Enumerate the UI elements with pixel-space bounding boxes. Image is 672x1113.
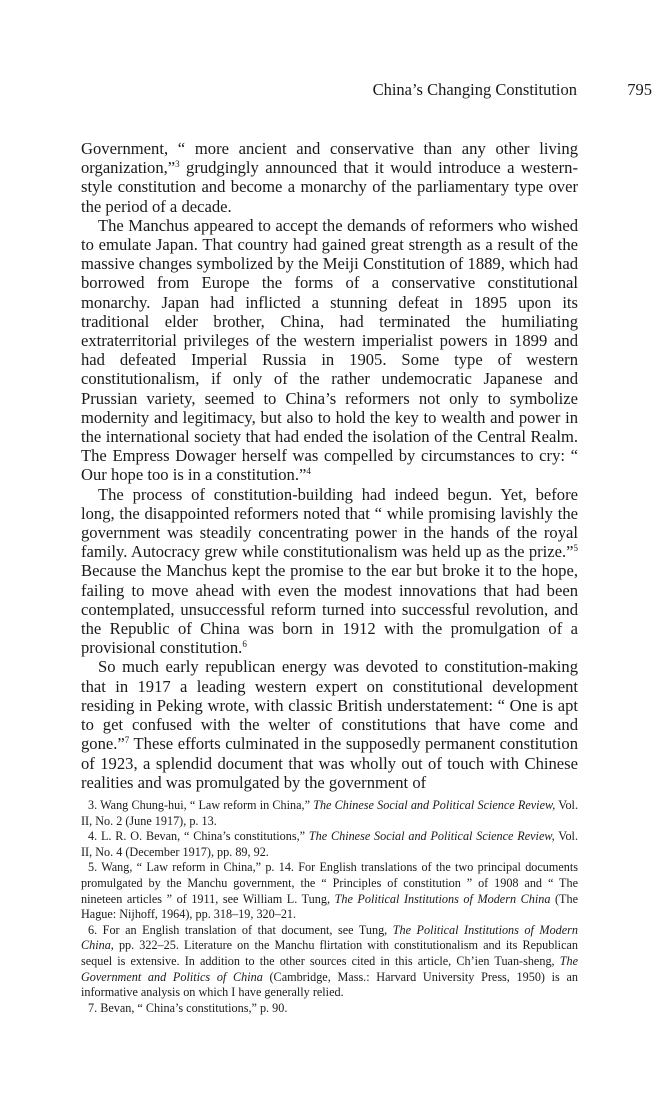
paragraph [81,657,578,791]
paragraph-text: Because the Manchus kept the promise to the ear but broke it to the hope, failing to move ahead with even the modest innovations that had been contemplated, unsuccessful reform turned into successful revolution, and the Republic of China was born in 1912 with the promulgation of a provisional constitution. [81,561,578,658]
paragraph-text: The Manchus appeared to accept the demands of reformers who wished to emulate Japan. That country had gained great strength as a result of the massive changes symbolized by the Meiji Constitution of 1889, which had borrowed from Europe the forms of a conservative constitutional monarchy. Japan had inflicted a stunning defeat in 1895 upon its traditional elder brother, China, had terminated the humiliating extraterritorial privileges of the western imperialist powers in 1899 and had defeated Imperial Russia in 1905. Some type of western constitutionalism, if only of the rather undemocratic Japanese and Prussian variety, seemed to China’s reformers not only to symbolize modernity and legitimacy, but also to hold the key to wealth and power in the international society that had ended the isolation of the Central Realm. The Empress Dowager herself was compelled by circumstances to cry: “ Our hope too is in a constitution.” [81,215,578,485]
paragraph [81,139,578,216]
paragraph-text: Government, “ more ancient and conservative than any other living organization,” [81,139,578,178]
footnote-ref: 3 [175,159,180,170]
footnote-text: Vol. II, No. 4 (December 1917), pp. 89, 92. [81,829,578,859]
footnote-number: 5. [88,860,98,875]
footnote-number: 7. [88,1000,98,1015]
page-number: 795 [627,80,652,99]
footnote-text: For an English translation of that document, see Tung, [102,922,393,937]
paragraph [81,216,578,485]
footnote-text: (Cambridge, Mass.: Harvard University Press, 1950) is an informative analysis on which I have generally relied. [81,969,578,1000]
footnote-text: Wang, “ Law reform in China,” p. 14. For English translations of the two principal documents promulgated by the Manchu government, the “ Principles of constitution ” of 1908 and “ The nineteen articles ” of 1911, see William L. Tung, [81,860,578,906]
footnote-title: The Government and Politics of China [81,953,578,984]
footnotes [81,798,578,1016]
paragraph-text: grudgingly announced that it would introduce a western-style constitution and become a monarchy of the parliamentary type over the period of a decade. [81,158,578,216]
footnote-title: The Chinese Social and Political Science Review, [308,829,555,844]
footnote-title: The Political Institutions of Modern China [334,891,551,906]
footnote-ref: 7 [124,735,130,746]
body-text [81,139,578,792]
footnote [81,860,578,922]
paragraph-text: These efforts culminated in the supposedly permanent constitution of 1923, a splendid document that was wholly out of touch with Chinese realities and was promulgated by the government of [81,734,578,792]
footnote [81,798,578,829]
footnote-number: 6. [88,922,98,937]
footnote [81,829,578,860]
footnote-title: The Political Institutions of Modern China, [81,922,579,953]
footnote-number: 3. [88,798,98,812]
footnote-ref: 4 [306,466,311,477]
footnote-ref: 6 [242,639,247,650]
footnote-ref: 5 [573,543,578,554]
paragraph-text: So much early republican energy was devoted to constitution-making that in 1917 a leading western expert on constitutional development residing in Peking wrote, with classic British understatement: “ One is apt to get confused with the welter of constitutions that have come and gone.” [81,657,578,754]
footnote-title: The Chinese Social and Political Science Review, [313,798,556,812]
footnote-text: Wang Chung-hui, “ Law reform in China,” [100,798,314,812]
footnote-number: 4. [88,829,98,844]
footnote-text: (The Hague: Nijhoff, 1964), pp. 318–19, 320–21. [81,891,579,922]
paragraph-text: The process of constitution-building had indeed begun. Yet, before long, the disappointed reformers noted that “ while promising lavishly the government was steadily concentrating power in the hands of the royal family. Autocracy grew while constitutionalism was held up as the prize.” [81,484,578,562]
footnote-text: Vol. II, No. 2 (June 1917), p. 13. [81,798,578,828]
paragraph [81,485,578,658]
running-header-title: China’s Changing Constitution [372,80,577,99]
footnote-text: Bevan, “ China’s constitutions,” p. 90. [100,1000,288,1015]
footnote-text: pp. 322–25. Literature on the Manchu flirtation with constitutionalism and its Republican sequel is extensive. In addition to the other sources cited in this article, Ch’ien Tuan-sheng, [81,938,578,968]
footnote-text: L. R. O. Bevan, “ China’s constitutions,” [100,829,309,844]
footnote [81,923,578,1001]
footnote [81,1001,578,1017]
